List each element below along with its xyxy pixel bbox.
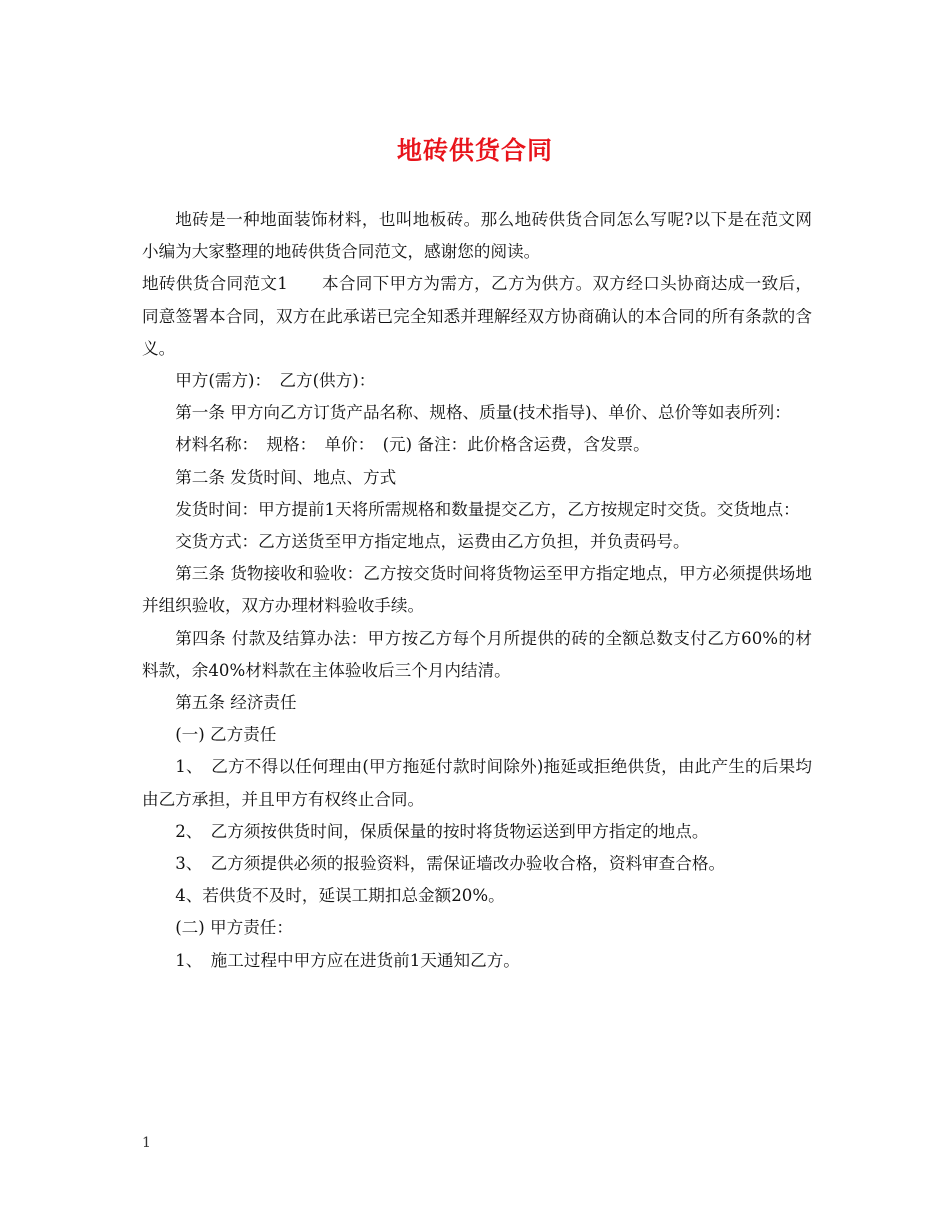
paragraph-parties: 甲方(需方)： 乙方(供方)： — [175, 371, 376, 391]
paragraph-supplier-item-4: 4、若供货不及时，延误工期扣总金额20%。 — [175, 886, 505, 906]
paragraph-article-1: 第一条 甲方向乙方订货产品名称、规格、质量(技术指导)、单价、总价等如表所列： — [175, 403, 791, 423]
paragraph-article-3: 第三条 货物接收和验收：乙方按交货时间将货物运至甲方指定地点，甲方必须提供场地并组织验收，双方办理材料验收手续。 — [142, 564, 812, 616]
paragraph-intro: 地砖是一种地面装饰材料，也叫地板砖。那么地砖供货合同怎么写呢?以下是在范文网小编为大家整理的地砖供货合同范文，感谢您的阅读。 — [142, 210, 812, 262]
page-number: 1 — [142, 1135, 151, 1151]
paragraph-article-4: 第四条 付款及结算办法：甲方按乙方每个月所提供的砖的全额总数支付乙方60%的材料款，余40%材料款在主体验收后三个月内结清。 — [142, 628, 812, 680]
document-body — [142, 204, 812, 977]
paragraph-material-table: 材料名称： 规格： 单价： (元) 备注：此价格含运费，含发票。 — [175, 435, 650, 455]
paragraph-supplier-item-3: 3、 乙方须提供必须的报验资料，需保证墙改办验收合格，资料审查合格。 — [175, 854, 726, 874]
paragraph-delivery-method: 交货方式：乙方送货至甲方指定地点，运费由乙方负担，并负责码号。 — [175, 532, 690, 552]
paragraph-article-5: 第五条 经济责任 — [175, 693, 297, 713]
paragraph-section-supplier: (一) 乙方责任 — [175, 725, 277, 745]
paragraph-delivery-time: 发货时间：甲方提前1天将所需规格和数量提交乙方，乙方按规定时交货。交货地点： — [175, 499, 800, 519]
paragraph-article-2: 第二条 发货时间、地点、方式 — [175, 467, 397, 487]
document-title: 地砖供货合同 — [396, 136, 553, 165]
paragraph-supplier-item-2: 2、 乙方须按供货时间，保质保量的按时将货物运送到甲方指定的地点。 — [175, 821, 709, 841]
paragraph-section-buyer: (二) 甲方责任： — [175, 918, 293, 938]
paragraph-buyer-item-1: 1、 施工过程中甲方应在进货前1天通知乙方。 — [175, 950, 520, 970]
paragraph-supplier-item-1: 1、 乙方不得以任何理由(甲方拖延付款时间除外)拖延或拒绝供货，由此产生的后果均由乙方承担，并且甲方有权终止合同。 — [142, 757, 812, 809]
paragraph-preamble: 地砖供货合同范文1 本合同下甲方为需方，乙方为供方。双方经口头协商达成一致后，同意签署本合同，双方在此承诺已完全知悉并理解经双方协商确认的本合同的所有条款的含义。 — [142, 274, 812, 358]
